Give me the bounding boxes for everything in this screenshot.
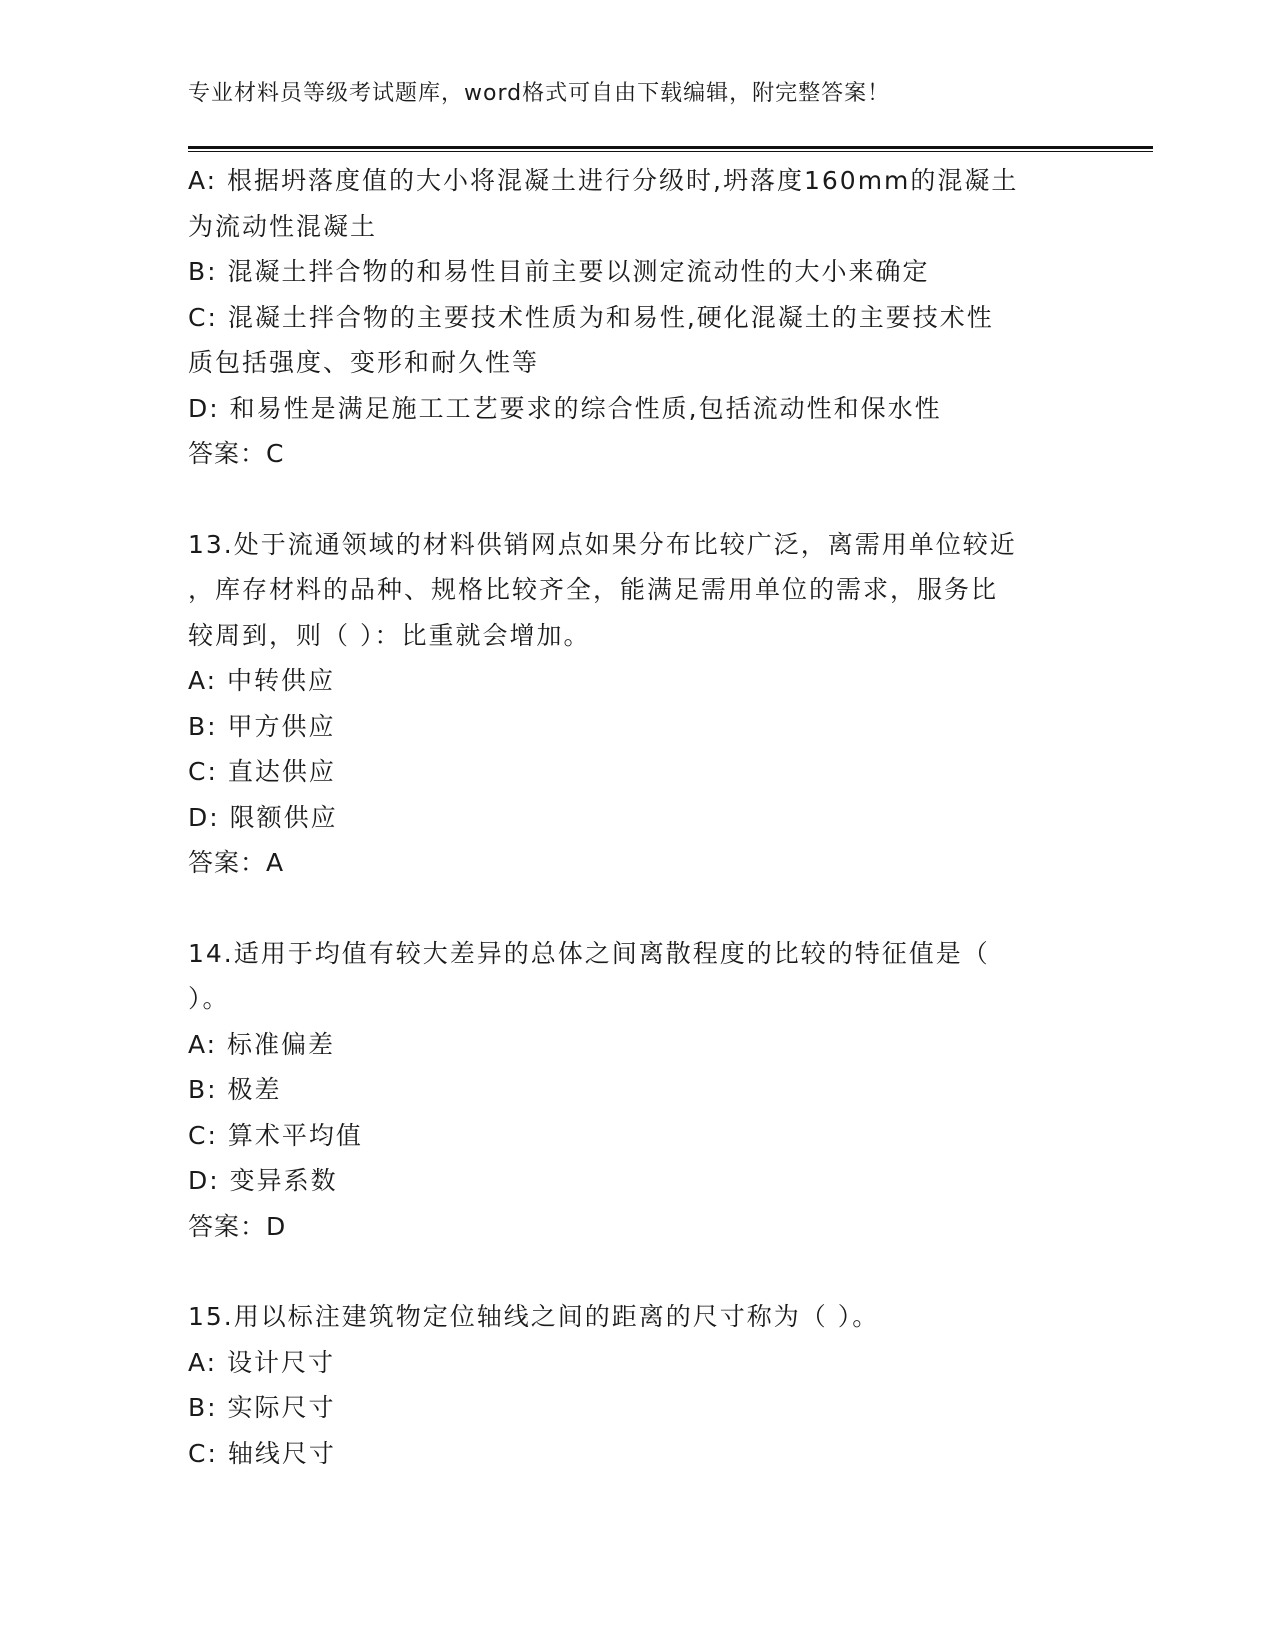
option-d: D: 和易性是满足施工工艺要求的综合性质,包括流动性和保水性: [188, 393, 942, 423]
option-c-line-1: C: 混凝土拌合物的主要技术性质为和易性,硬化混凝土的主要技术性: [188, 302, 994, 332]
option-a-line-2: 为流动性混凝土: [188, 211, 378, 241]
option-c: C: 算术平均值: [188, 1120, 363, 1150]
question-15: [188, 1294, 1068, 1476]
option-a: A: 中转供应: [188, 666, 336, 695]
question-13: [188, 522, 1068, 886]
spacer: [188, 886, 1068, 931]
option-a-line-1: A: 根据坍落度值的大小将混凝土进行分级时,坍落度160mm的混凝土: [188, 166, 1019, 195]
question-text-line-2: ，库存材料的品种、规格比较齐全，能满足需用单位的需求，服务比: [188, 575, 999, 604]
option-c-line-2: 质包括强度、变形和耐久性等: [188, 348, 540, 377]
question-text-line-2: ）。: [188, 984, 230, 1013]
spacer: [188, 1249, 1068, 1294]
answer: 答案：D: [188, 1211, 287, 1241]
option-c: C: 直达供应: [188, 757, 336, 786]
option-d: D: 变异系数: [188, 1166, 338, 1195]
question-text-line-3: 较周到，则（ ）：比重就会增加。: [188, 620, 591, 650]
header-divider: [188, 146, 1153, 152]
question-text-line-1: 15.用以标注建筑物定位轴线之间的距离的尺寸称为（ ）。: [188, 1302, 880, 1331]
question-text-line-1: 13.处于流通领域的材料供销网点如果分布比较广泛，离需用单位较近: [188, 529, 1017, 559]
option-c: C: 轴线尺寸: [188, 1438, 336, 1468]
question-14: [188, 931, 1068, 1250]
prev-question-options: [188, 158, 1068, 477]
question-text-line-1: 14.适用于均值有较大差异的总体之间离散程度的比较的特征值是（: [188, 938, 990, 968]
page-header: 专业材料员等级考试题库，word格式可自由下载编辑，附完整答案！: [188, 81, 891, 106]
document-body: [188, 158, 1068, 1476]
answer: 答案：C: [188, 439, 285, 468]
spacer: [188, 477, 1068, 522]
option-a: A: 设计尺寸: [188, 1347, 336, 1377]
option-b: B: 实际尺寸: [188, 1393, 336, 1422]
option-b: B: 混凝土拌合物的和易性目前主要以测定流动性的大小来确定: [188, 257, 930, 286]
option-a: A: 标准偏差: [188, 1029, 336, 1059]
option-d: D: 限额供应: [188, 802, 338, 832]
option-b: B: 极差: [188, 1075, 282, 1104]
answer: 答案：A: [188, 848, 285, 877]
option-b: B: 甲方供应: [188, 711, 336, 741]
